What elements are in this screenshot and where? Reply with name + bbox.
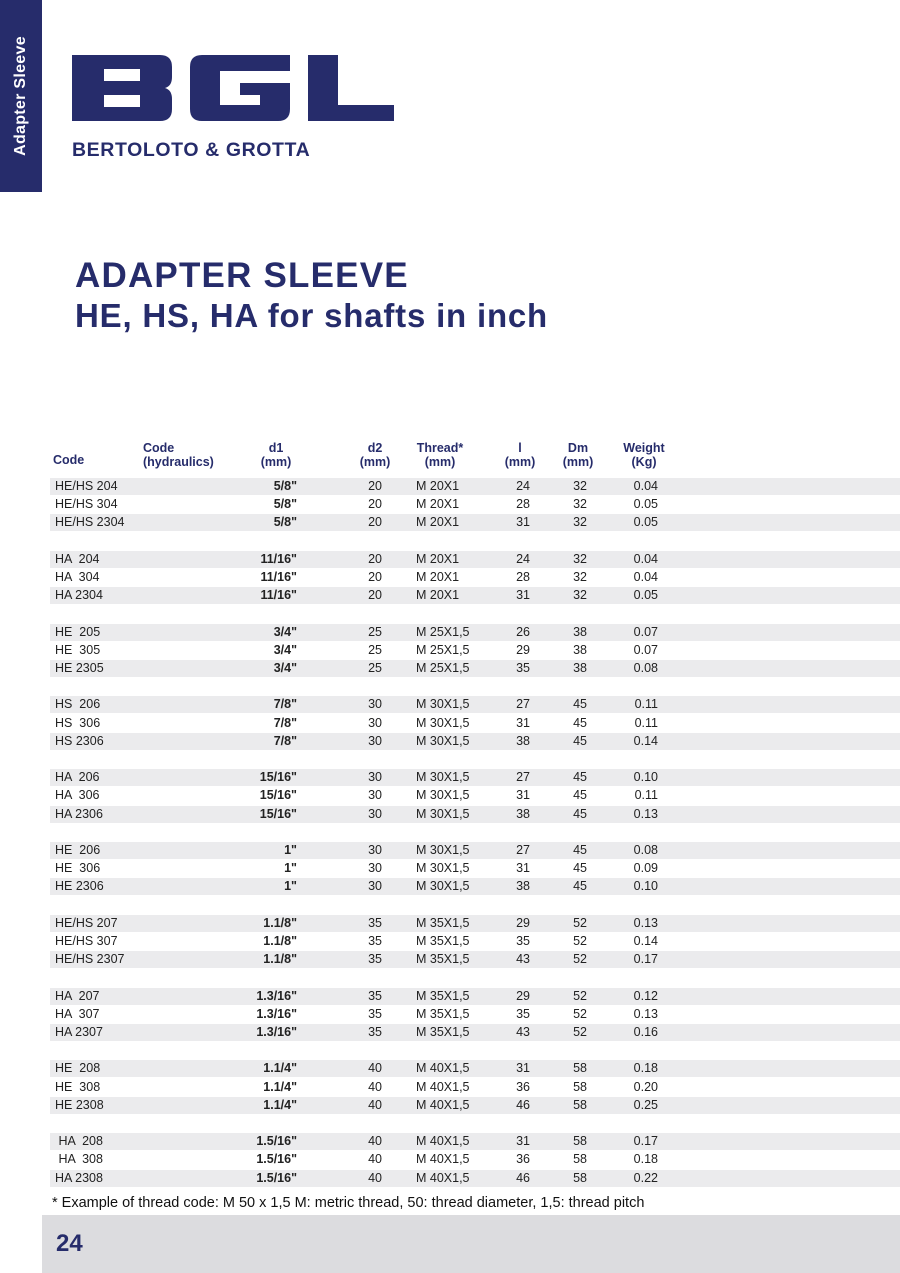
cell-thread: M 25X1,5	[416, 643, 470, 657]
cell-code: HA 308	[55, 1152, 103, 1166]
cell-d2: 25	[368, 625, 382, 639]
table-row	[50, 496, 900, 513]
cell-d2: 35	[368, 916, 382, 930]
cell-thread: M 25X1,5	[416, 625, 470, 639]
cell-l: 29	[516, 916, 530, 930]
cell-code: HE/HS 2304	[55, 515, 125, 529]
cell-l: 28	[516, 497, 530, 511]
table-row	[50, 878, 900, 895]
cell-d1: 7/8"	[273, 734, 297, 748]
cell-thread: M 25X1,5	[416, 661, 470, 675]
cell-code: HA 204	[55, 552, 100, 566]
cell-d2: 30	[368, 734, 382, 748]
cell-weight: 0.11	[634, 716, 658, 730]
table-row	[50, 624, 900, 641]
cell-d1: 1.5/16"	[256, 1171, 297, 1185]
cell-l: 28	[516, 570, 530, 584]
cell-thread: M 40X1,5	[416, 1061, 470, 1075]
cell-d1: 1"	[284, 843, 297, 857]
cell-dm: 32	[573, 479, 587, 493]
cell-l: 35	[516, 934, 530, 948]
cell-thread: M 30X1,5	[416, 697, 470, 711]
cell-code: HA 306	[55, 788, 100, 802]
cell-dm: 45	[573, 716, 587, 730]
cell-thread: M 30X1,5	[416, 716, 470, 730]
cell-d1: 1.3/16"	[256, 989, 297, 1003]
table-row	[50, 696, 900, 713]
page-subtitle: HE, HS, HA for shafts in inch	[75, 297, 549, 334]
cell-weight: 0.13	[633, 916, 658, 930]
cell-l: 31	[516, 515, 530, 529]
table-row	[50, 569, 900, 586]
cell-code: HA 304	[55, 570, 100, 584]
cell-d1: 1.1/4"	[263, 1080, 297, 1094]
cell-d1: 1.1/8"	[263, 916, 297, 930]
side-section-tab	[0, 0, 42, 192]
table-row	[50, 988, 900, 1005]
cell-weight: 0.16	[633, 1025, 658, 1039]
cell-code: HA 2306	[55, 807, 103, 821]
cell-code: HE 306	[55, 861, 101, 875]
cell-dm: 52	[573, 934, 587, 948]
cell-d2: 40	[368, 1134, 382, 1148]
cell-dm: 32	[573, 515, 587, 529]
header-l: l (mm)	[504, 441, 536, 469]
cell-dm: 58	[573, 1061, 587, 1075]
cell-d1: 11/16"	[260, 552, 297, 566]
cell-code: HS 306	[55, 716, 101, 730]
bgl-logo	[72, 55, 394, 121]
cell-d2: 40	[368, 1080, 382, 1094]
cell-l: 24	[516, 552, 530, 566]
cell-d1: 3/4"	[273, 661, 297, 675]
cell-weight: 0.05	[633, 588, 658, 602]
cell-code: HE/HS 204	[55, 479, 118, 493]
cell-thread: M 30X1,5	[416, 843, 470, 857]
cell-thread: M 40X1,5	[416, 1098, 470, 1112]
cell-l: 31	[516, 788, 530, 802]
header-d2: d2 (mm)	[359, 441, 391, 469]
cell-d2: 30	[368, 879, 382, 893]
cell-thread: M 30X1,5	[416, 734, 470, 748]
cell-weight: 0.04	[633, 570, 658, 584]
cell-d1: 15/16"	[259, 807, 297, 821]
cell-d2: 35	[368, 989, 382, 1003]
cell-dm: 32	[573, 570, 587, 584]
cell-weight: 0.08	[633, 843, 658, 857]
cell-thread: M 35X1,5	[416, 934, 470, 948]
cell-d2: 40	[368, 1171, 382, 1185]
cell-thread: M 40X1,5	[416, 1171, 470, 1185]
cell-code: HE/HS 307	[55, 934, 118, 948]
cell-dm: 58	[573, 1098, 587, 1112]
cell-thread: M 20X1	[416, 552, 460, 566]
page-footer-bar	[42, 1215, 900, 1273]
cell-d2: 40	[368, 1098, 382, 1112]
cell-thread: M 35X1,5	[416, 989, 470, 1003]
cell-d1: 5/8"	[273, 479, 297, 493]
cell-d2: 40	[368, 1152, 382, 1166]
header-weight: Weight (Kg)	[623, 441, 665, 469]
cell-dm: 45	[573, 734, 587, 748]
table-row	[50, 478, 900, 495]
cell-code: HE/HS 2307	[55, 952, 125, 966]
cell-dm: 52	[573, 952, 587, 966]
cell-l: 38	[516, 879, 530, 893]
cell-d1: 5/8"	[273, 515, 297, 529]
cell-weight: 0.04	[633, 552, 658, 566]
cell-thread: M 20X1	[416, 570, 460, 584]
cell-code: HA 207	[55, 989, 100, 1003]
cell-thread: M 35X1,5	[416, 916, 470, 930]
cell-dm: 45	[573, 861, 587, 875]
cell-l: 31	[516, 861, 530, 875]
cell-d2: 40	[368, 1061, 382, 1075]
cell-d2: 20	[368, 552, 382, 566]
cell-dm: 52	[573, 989, 587, 1003]
cell-thread: M 35X1,5	[416, 1007, 470, 1021]
cell-d2: 35	[368, 952, 382, 966]
cell-thread: M 40X1,5	[416, 1152, 470, 1166]
cell-d2: 30	[368, 697, 382, 711]
cell-d1: 1.1/4"	[263, 1098, 297, 1112]
cell-d2: 35	[368, 1007, 382, 1021]
cell-weight: 0.13	[633, 1007, 658, 1021]
cell-weight: 0.05	[633, 515, 658, 529]
cell-weight: 0.13	[633, 807, 658, 821]
cell-code: HA 208	[55, 1134, 103, 1148]
cell-d2: 30	[368, 843, 382, 857]
table-row	[50, 1097, 900, 1114]
cell-code: HE 205	[55, 625, 101, 639]
cell-d2: 25	[368, 643, 382, 657]
table-row	[50, 1024, 900, 1041]
cell-thread: M 20X1	[416, 588, 460, 602]
cell-d2: 30	[368, 770, 382, 784]
cell-l: 38	[516, 734, 530, 748]
table-row	[50, 551, 900, 568]
cell-dm: 38	[573, 625, 587, 639]
cell-weight: 0.07	[633, 643, 658, 657]
cell-d1: 1.1/8"	[263, 952, 297, 966]
cell-thread: M 30X1,5	[416, 788, 470, 802]
cell-d1: 11/16"	[260, 570, 297, 584]
table-row	[50, 951, 900, 968]
cell-weight: 0.08	[633, 661, 658, 675]
cell-weight: 0.12	[633, 989, 658, 1003]
table-row	[50, 514, 900, 531]
cell-thread: M 20X1	[416, 515, 460, 529]
cell-d2: 30	[368, 788, 382, 802]
cell-d1: 3/4"	[273, 625, 297, 639]
cell-l: 46	[516, 1171, 530, 1185]
cell-l: 35	[516, 1007, 530, 1021]
cell-d1: 11/16"	[260, 588, 297, 602]
cell-d1: 1"	[284, 861, 297, 875]
cell-d2: 35	[368, 1025, 382, 1039]
cell-l: 36	[516, 1080, 530, 1094]
header-d1: d1 (mm)	[260, 441, 292, 469]
cell-dm: 45	[573, 788, 587, 802]
cell-dm: 52	[573, 1007, 587, 1021]
cell-d2: 30	[368, 716, 382, 730]
table-row	[50, 715, 900, 732]
cell-thread: M 30X1,5	[416, 879, 470, 893]
table-row	[50, 587, 900, 604]
cell-weight: 0.11	[634, 788, 658, 802]
brand-subtitle: BERTOLOTO & GROTTA	[72, 139, 311, 161]
cell-code: HE 2308	[55, 1098, 104, 1112]
cell-thread: M 40X1,5	[416, 1080, 470, 1094]
cell-l: 29	[516, 643, 530, 657]
cell-thread: M 40X1,5	[416, 1134, 470, 1148]
cell-d1: 7/8"	[273, 716, 297, 730]
cell-l: 27	[516, 697, 530, 711]
cell-code: HE 305	[55, 643, 101, 657]
cell-weight: 0.17	[633, 1134, 658, 1148]
cell-d1: 1.1/4"	[263, 1061, 297, 1075]
cell-l: 24	[516, 479, 530, 493]
cell-code: HA 2308	[55, 1171, 103, 1185]
cell-d2: 20	[368, 497, 382, 511]
cell-code: HS 2306	[55, 734, 104, 748]
cell-dm: 38	[573, 643, 587, 657]
cell-d2: 20	[368, 479, 382, 493]
table-row	[50, 660, 900, 677]
cell-code: HS 206	[55, 697, 101, 711]
cell-d1: 1.3/16"	[256, 1025, 297, 1039]
cell-d2: 20	[368, 570, 382, 584]
cell-code: HE 208	[55, 1061, 101, 1075]
cell-l: 31	[516, 1061, 530, 1075]
cell-d2: 20	[368, 588, 382, 602]
page-number: 24	[56, 1230, 83, 1257]
cell-weight: 0.20	[633, 1080, 658, 1094]
cell-d1: 15/16"	[259, 788, 297, 802]
cell-d2: 30	[368, 807, 382, 821]
cell-l: 27	[516, 843, 530, 857]
cell-dm: 58	[573, 1080, 587, 1094]
cell-weight: 0.07	[633, 625, 658, 639]
side-tab-label: Adapter Sleeve	[12, 36, 29, 156]
cell-dm: 45	[573, 697, 587, 711]
cell-d1: 15/16"	[259, 770, 297, 784]
table-row	[50, 1170, 900, 1187]
cell-thread: M 30X1,5	[416, 861, 470, 875]
cell-l: 31	[516, 588, 530, 602]
cell-dm: 45	[573, 770, 587, 784]
table-row	[50, 1079, 900, 1096]
table-row	[50, 1060, 900, 1077]
header-dm: Dm (mm)	[562, 441, 594, 469]
cell-code: HE 2306	[55, 879, 104, 893]
cell-weight: 0.05	[633, 497, 658, 511]
cell-weight: 0.17	[633, 952, 658, 966]
table-row	[50, 1151, 900, 1168]
cell-code: HA 2307	[55, 1025, 103, 1039]
cell-dm: 45	[573, 807, 587, 821]
table-row	[50, 915, 900, 932]
cell-dm: 45	[573, 879, 587, 893]
cell-l: 38	[516, 807, 530, 821]
cell-weight: 0.14	[633, 934, 658, 948]
cell-weight: 0.22	[633, 1171, 658, 1185]
cell-dm: 52	[573, 1025, 587, 1039]
table-row	[50, 842, 900, 859]
cell-code: HE 206	[55, 843, 101, 857]
cell-dm: 58	[573, 1134, 587, 1148]
cell-code: HE 2305	[55, 661, 104, 675]
table-row	[50, 806, 900, 823]
cell-d1: 7/8"	[273, 697, 297, 711]
table-row	[50, 787, 900, 804]
cell-d2: 35	[368, 934, 382, 948]
cell-dm: 38	[573, 661, 587, 675]
cell-weight: 0.11	[634, 697, 658, 711]
cell-dm: 58	[573, 1152, 587, 1166]
cell-weight: 0.10	[633, 879, 658, 893]
cell-l: 35	[516, 661, 530, 675]
page-title: ADAPTER SLEEVE	[75, 256, 409, 295]
cell-l: 43	[516, 1025, 530, 1039]
cell-d1: 1.5/16"	[256, 1134, 297, 1148]
table-row	[50, 933, 900, 950]
cell-weight: 0.25	[633, 1098, 658, 1112]
cell-dm: 45	[573, 843, 587, 857]
cell-thread: M 20X1	[416, 497, 460, 511]
table-row	[50, 642, 900, 659]
cell-d1: 3/4"	[273, 643, 297, 657]
cell-code: HE/HS 207	[55, 916, 118, 930]
cell-code: HA 307	[55, 1007, 100, 1021]
cell-l: 31	[516, 716, 530, 730]
cell-d1: 1.1/8"	[263, 934, 297, 948]
cell-l: 46	[516, 1098, 530, 1112]
cell-thread: M 20X1	[416, 479, 460, 493]
cell-d1: 1"	[284, 879, 297, 893]
table-row	[50, 733, 900, 750]
cell-l: 26	[516, 625, 530, 639]
cell-dm: 32	[573, 497, 587, 511]
cell-weight: 0.18	[633, 1152, 658, 1166]
cell-d1: 1.5/16"	[256, 1152, 297, 1166]
cell-l: 31	[516, 1134, 530, 1148]
cell-weight: 0.14	[633, 734, 658, 748]
header-thread: Thread* (mm)	[416, 441, 464, 469]
cell-code: HA 2304	[55, 588, 103, 602]
cell-weight: 0.09	[633, 861, 658, 875]
cell-thread: M 30X1,5	[416, 807, 470, 821]
cell-d2: 25	[368, 661, 382, 675]
cell-thread: M 30X1,5	[416, 770, 470, 784]
cell-l: 27	[516, 770, 530, 784]
cell-d1: 1.3/16"	[256, 1007, 297, 1021]
cell-d1: 5/8"	[273, 497, 297, 511]
cell-l: 29	[516, 989, 530, 1003]
header-code: Code	[53, 453, 85, 467]
cell-weight: 0.18	[633, 1061, 658, 1075]
table-row	[50, 1006, 900, 1023]
cell-dm: 32	[573, 552, 587, 566]
cell-dm: 58	[573, 1171, 587, 1185]
table-row	[50, 769, 900, 786]
cell-dm: 52	[573, 916, 587, 930]
cell-code: HE 308	[55, 1080, 101, 1094]
cell-dm: 32	[573, 588, 587, 602]
cell-l: 43	[516, 952, 530, 966]
cell-d2: 20	[368, 515, 382, 529]
thread-footnote: * Example of thread code: M 50 x 1,5 M: metric thread, 50: thread diameter, 1,5: thread pitch	[52, 1195, 645, 1211]
cell-l: 36	[516, 1152, 530, 1166]
cell-code: HE/HS 304	[55, 497, 118, 511]
cell-d2: 30	[368, 861, 382, 875]
table-row	[50, 1133, 900, 1150]
cell-code: HA 206	[55, 770, 100, 784]
cell-weight: 0.10	[633, 770, 658, 784]
header-code-hydraulics: Code (hydraulics)	[143, 441, 214, 469]
cell-thread: M 35X1,5	[416, 1025, 470, 1039]
cell-thread: M 35X1,5	[416, 952, 470, 966]
cell-weight: 0.04	[633, 479, 658, 493]
table-row	[50, 860, 900, 877]
